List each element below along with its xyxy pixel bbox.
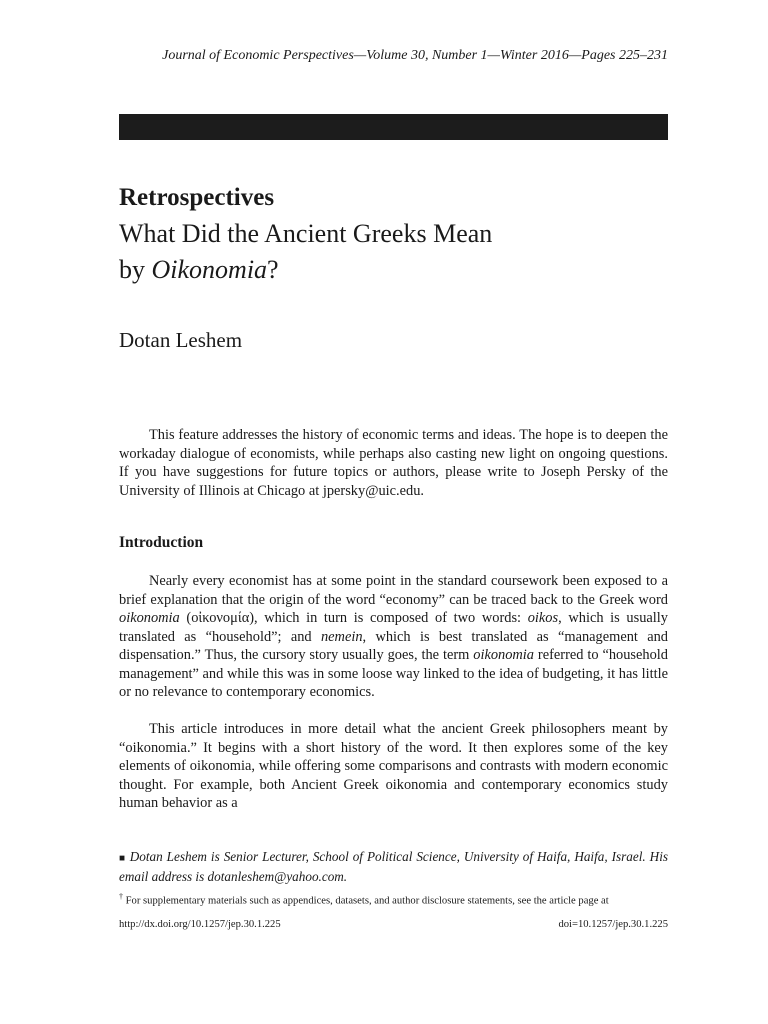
author-footnote xyxy=(119,848,668,886)
supplement-note-text: For supplementary materials such as appendices, datasets, and author disclosure statements, see the article page at xyxy=(125,895,609,907)
header-bar xyxy=(119,114,668,140)
intro-paragraph-2: This article introduces in more detail what the ancient Greek philosophers meant by “oikonomia.” It begins with a short history of the word. It then explores some of the key elements of oikonomia, while offering some comparisons and contrasts with modern economic thought. For example, both Ancient Greek oikonomia and contemporary economics study human behavior as a xyxy=(119,721,668,811)
doi-label: doi=10.1257/jep.30.1.225 xyxy=(558,919,668,930)
section-heading: Introduction xyxy=(119,534,204,551)
title-line-2 xyxy=(119,252,679,288)
footnote-square-marker: ■ xyxy=(119,853,126,864)
article-title xyxy=(119,216,679,288)
doi-row xyxy=(119,918,668,932)
italic-term: oikos xyxy=(527,610,559,626)
italic-term: oikonomia xyxy=(119,610,180,626)
running-head: Journal of Economic Perspectives—Volume 30, Number 1—Winter 2016—Pages 225–231 xyxy=(162,48,668,63)
title-italic-word: Oikonomia xyxy=(151,255,268,284)
text-run: (οἰκονομία), which in turn is composed of two words: xyxy=(179,610,528,626)
supplement-note xyxy=(119,890,668,909)
intro-paragraph-1 xyxy=(119,572,668,702)
feature-note: This feature addresses the history of economic terms and ideas. The hope is to deepen the workaday dialogue of economists, while perhaps also casting new light on ongoing questions. If you have suggestions for future topics or authors, please write to Joseph Persky of the University of Illinois at Chicago at jpersky@uic.edu. xyxy=(119,427,668,499)
article-url-link[interactable]: http://dx.doi.org/10.1257/jep.30.1.225 xyxy=(119,919,281,930)
text-run: Nearly every economist has at some point in the standard coursework been exposed to a brief explanation that the origin of the word “economy” can be traced back to the Greek word xyxy=(119,573,668,608)
title-suffix: ? xyxy=(267,255,279,284)
author-name: Dotan Leshem xyxy=(119,328,243,352)
dagger-marker: † xyxy=(119,892,123,901)
text-run: , which is best translated as “management and dispensation.” Thus, the cursory story usually goes, the term xyxy=(119,628,669,663)
italic-term: oikonomia xyxy=(473,647,535,663)
text-run: referred to “household management” and while this was in some loose way linked to the idea of budgeting, it has little or no relevance to contemporary economics. xyxy=(119,647,669,700)
text-run: , which is usually translated as “household”; and xyxy=(119,610,668,645)
feature-name: Retrospectives xyxy=(119,184,275,211)
title-prefix: by xyxy=(119,255,152,284)
title-line-1: What Did the Ancient Greeks Mean xyxy=(119,219,493,248)
italic-term: nemein xyxy=(320,628,363,645)
author-footnote-text: Dotan Leshem is Senior Lecturer, School of Political Science, University of Haifa, Haifa, Israel. His email address is dotanleshem@yahoo.com. xyxy=(119,849,668,884)
